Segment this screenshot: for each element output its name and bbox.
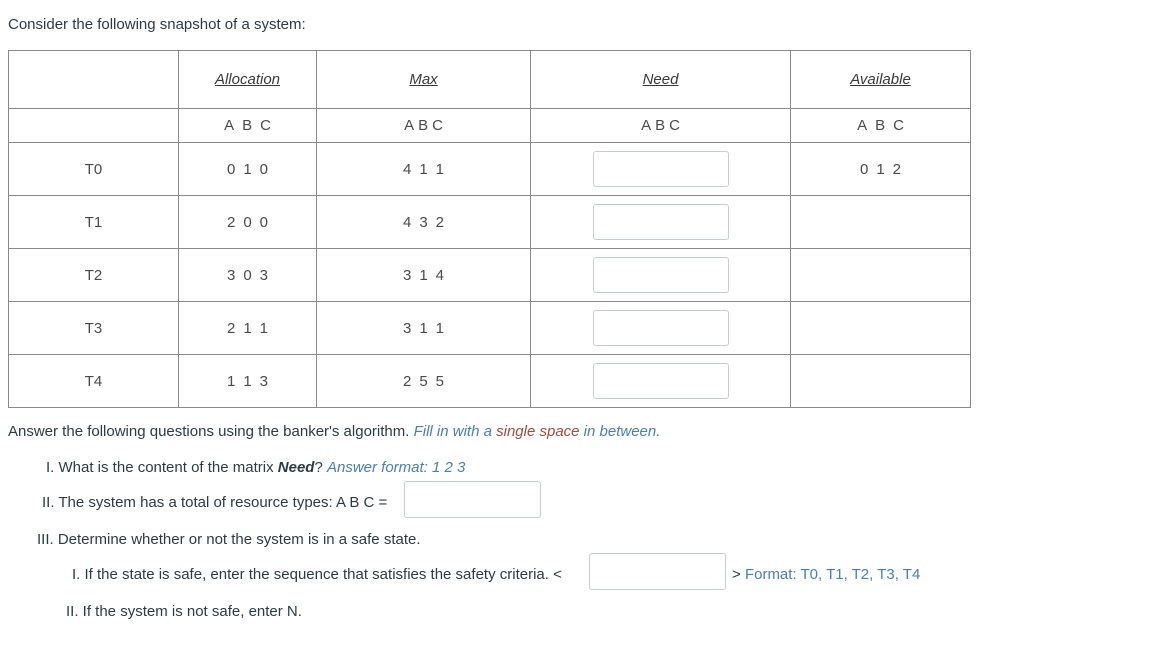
need-cell (531, 143, 791, 196)
allocation-heading: Allocation (214, 71, 281, 88)
q3-text: III. Determine whether or not the system is in a safe state. (37, 531, 421, 548)
resource-label: B (655, 117, 666, 134)
table-row (9, 355, 971, 408)
question-1 (46, 459, 465, 476)
value: 0 (226, 160, 236, 178)
table-row (9, 302, 971, 355)
q3a-gt: > (732, 566, 741, 583)
q1-need-bold: Need (277, 459, 315, 476)
need-input-t2[interactable] (593, 257, 729, 293)
max-heading: Max (409, 71, 438, 88)
q1-suffix: ? (314, 459, 323, 476)
value: 1 (435, 160, 445, 178)
table-subheader-row (9, 109, 971, 143)
table-row (9, 143, 971, 196)
q3a-text: I. If the state is safe, enter the sequence that satisfies the safety criteria. (72, 566, 549, 583)
instructions-main: Answer the following questions using the banker's algorithm. (8, 423, 410, 440)
question-2 (42, 494, 387, 511)
header-max (317, 51, 531, 109)
available-empty (791, 355, 971, 408)
value: 3 (259, 266, 269, 284)
max-values (317, 196, 531, 249)
value: 2 (226, 213, 236, 231)
value: 4 (402, 213, 412, 231)
value: 0 (259, 213, 269, 231)
resource-label: C (432, 117, 443, 134)
need-cell (531, 355, 791, 408)
snapshot-table (8, 50, 971, 408)
max-values (317, 143, 531, 196)
value: 2 (892, 160, 902, 178)
question-3a (72, 566, 562, 583)
value: 1 (226, 372, 236, 390)
allocation-values (179, 196, 317, 249)
resource-label: C (260, 117, 271, 134)
value: 2 (435, 213, 445, 231)
value: 1 (259, 319, 269, 337)
max-values (317, 302, 531, 355)
resource-label: A (404, 117, 415, 134)
max-abc (317, 109, 531, 143)
process-name: T3 (9, 302, 179, 355)
allocation-values (179, 302, 317, 355)
need-input-t4[interactable] (593, 363, 729, 399)
value: 3 (226, 266, 236, 284)
value: 3 (402, 266, 412, 284)
max-values (317, 249, 531, 302)
q3b-text: II. If the system is not safe, enter N. (66, 603, 302, 620)
resource-label: A (641, 117, 652, 134)
allocation-values (179, 143, 317, 196)
resource-label: B (875, 117, 886, 134)
header-available (791, 51, 971, 109)
allocation-abc (179, 109, 317, 143)
value: 0 (859, 160, 869, 178)
instructions-line (8, 423, 660, 440)
value: 5 (435, 372, 445, 390)
table-row (9, 196, 971, 249)
allocation-values (179, 355, 317, 408)
header-allocation (179, 51, 317, 109)
process-name: T1 (9, 196, 179, 249)
header-empty (9, 51, 179, 109)
value: 3 (419, 213, 428, 231)
total-resources-input[interactable] (404, 481, 541, 518)
available-heading: Available (850, 71, 911, 88)
header-need (531, 51, 791, 109)
value: 1 (419, 266, 428, 284)
q1-format-hint: Answer format: 1 2 3 (326, 459, 466, 476)
process-name: T4 (9, 355, 179, 408)
value: 1 (243, 160, 252, 178)
resource-label: C (893, 117, 904, 134)
need-heading: Need (642, 71, 679, 88)
available-empty (791, 302, 971, 355)
question-3 (37, 531, 421, 548)
value: 1 (243, 319, 252, 337)
max-values (317, 355, 531, 408)
available-empty (791, 249, 971, 302)
value: 0 (243, 213, 252, 231)
value: 0 (259, 160, 269, 178)
value: 2 (226, 319, 236, 337)
allocation-values (179, 249, 317, 302)
process-name: T2 (9, 249, 179, 302)
table-header-row (9, 51, 971, 109)
q3a-format-hint: Format: T0, T1, T2, T3, T4 (744, 566, 921, 583)
need-input-t1[interactable] (593, 204, 729, 240)
need-abc (531, 109, 791, 143)
q3a-format-line (732, 566, 920, 583)
resource-label: A (857, 117, 868, 134)
value: 1 (243, 372, 252, 390)
need-input-t3[interactable] (593, 310, 729, 346)
value: 4 (402, 160, 412, 178)
fill-instruction-1: Fill in with a (413, 423, 497, 440)
value: 0 (243, 266, 252, 284)
value: 3 (402, 319, 412, 337)
value: 3 (259, 372, 269, 390)
safe-sequence-input[interactable] (589, 553, 726, 590)
q2-text: II. The system has a total of resource types: A B C = (42, 494, 388, 511)
table-row (9, 249, 971, 302)
intro-text: Consider the following snapshot of a system: (8, 16, 306, 33)
value: 1 (435, 319, 445, 337)
resource-label: C (669, 117, 680, 134)
value: 5 (419, 372, 428, 390)
need-input-t0[interactable] (593, 151, 729, 187)
resource-label: B (418, 117, 429, 134)
resource-label: B (242, 117, 253, 134)
available-abc (791, 109, 971, 143)
need-cell (531, 249, 791, 302)
question-3b (66, 603, 302, 620)
value: 1 (419, 160, 428, 178)
fill-instruction-3: in between. (579, 423, 661, 440)
need-cell (531, 302, 791, 355)
fill-instruction-2: single space (496, 423, 580, 440)
value: 1 (419, 319, 428, 337)
q3a-lt: < (553, 566, 562, 583)
resource-label: A (224, 117, 235, 134)
available-empty (791, 196, 971, 249)
value: 2 (402, 372, 412, 390)
available-values (791, 143, 971, 196)
value: 4 (435, 266, 445, 284)
need-cell (531, 196, 791, 249)
process-name: T0 (9, 143, 179, 196)
q1-text: I. What is the content of the matrix (46, 459, 278, 476)
subheader-empty (9, 109, 179, 143)
value: 1 (876, 160, 885, 178)
